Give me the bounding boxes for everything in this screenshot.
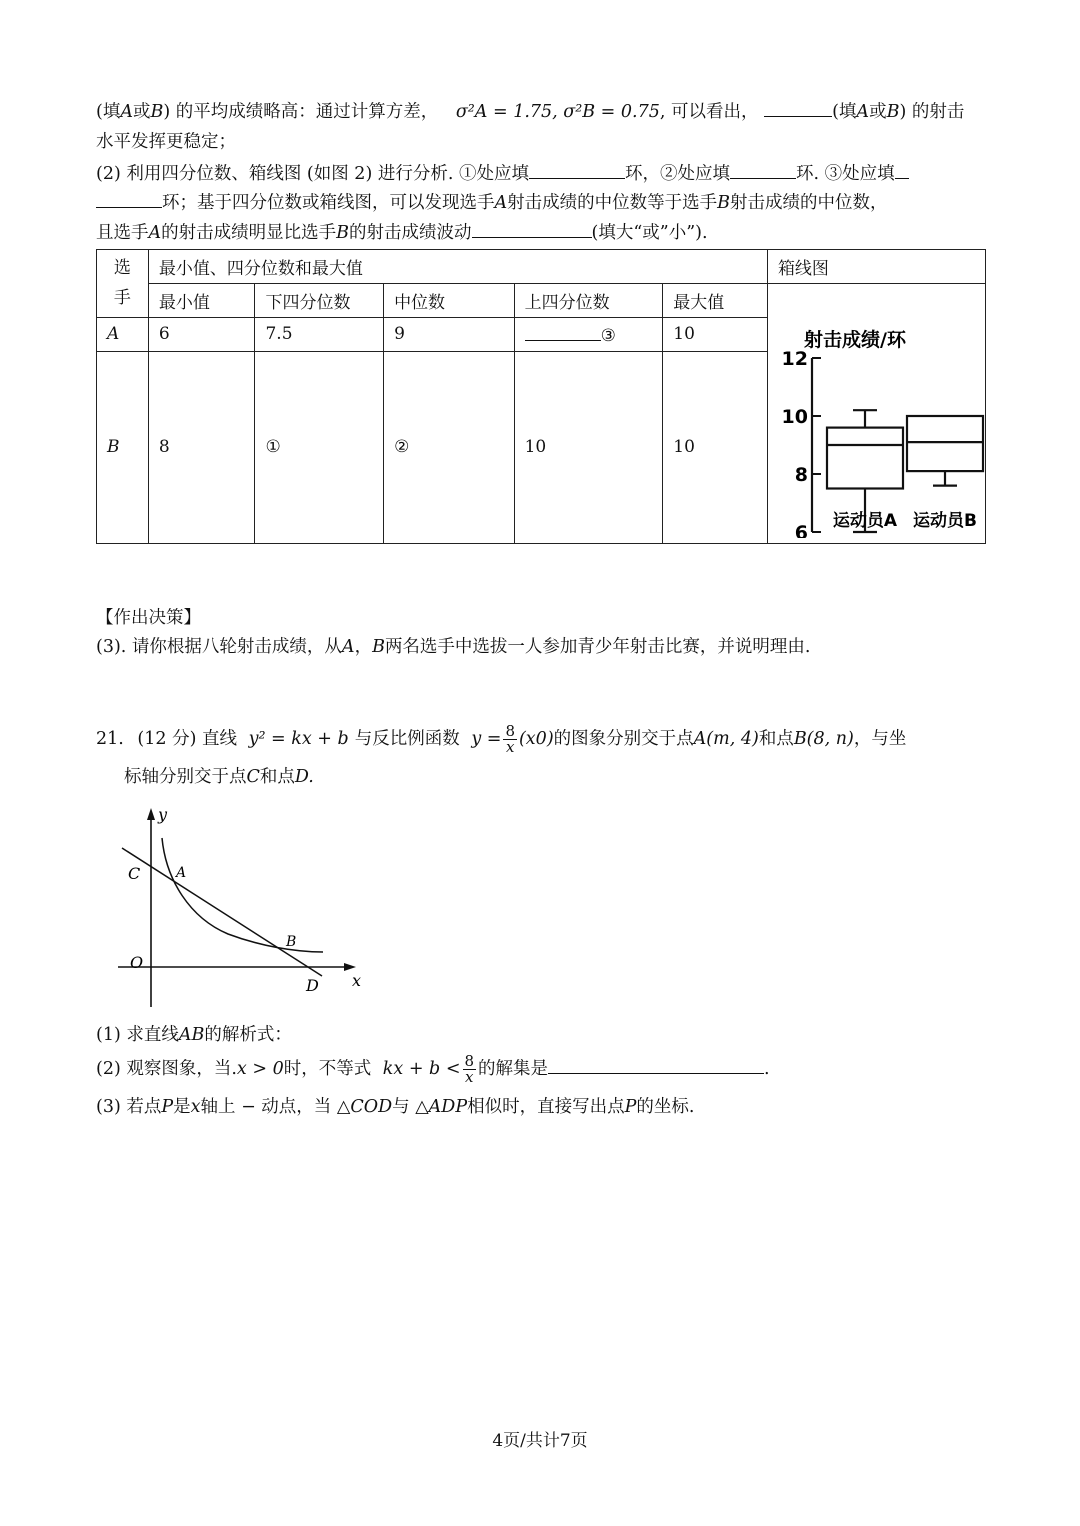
var-a: A [148,223,162,243]
answer-blank[interactable] [525,322,601,341]
row-a-q3 [514,317,663,351]
inequality: kx + b < [382,1059,461,1079]
text: (填大“或”小”). [591,223,708,243]
numerator: 8 [505,722,515,740]
row-b-q1: ① [255,351,384,543]
line-equation: y² = kx + b [248,729,349,749]
text: 选 [113,258,131,279]
text: 和点 [259,767,295,787]
row-a-name: A [97,317,149,351]
denominator: x [465,1068,474,1086]
text: 射击成绩的中位数， [730,193,888,213]
text: ，与坐 [853,729,907,749]
row-b-min: 8 [148,351,255,543]
text: (1) 求直线 [96,1025,179,1045]
text: 环，②处应填 [624,164,730,184]
answer-blank-3b[interactable] [96,189,162,208]
row-a-q1: 7.5 [255,317,384,351]
label-a: A [176,865,187,881]
text: ) 的平均成绩略高：通过计算方差， [163,102,439,122]
row-b-name: B [97,351,149,543]
chart-title: 射击成绩/环 [803,329,906,351]
fraction [503,724,517,755]
score: (12 分) [137,729,197,749]
var-b: B [150,102,164,122]
answer-blank[interactable] [548,1055,764,1074]
score-table [96,249,986,544]
point-b: B(8, n) [793,729,854,749]
row-b-max: 10 [663,351,768,543]
box-2 [907,416,983,471]
triangle-adp: △ADP [415,1097,468,1117]
q21-sub2 [96,1052,770,1086]
label-o: O [130,953,144,972]
text: 两名选手中选拔一人参加青少年射击比赛，并说明理由. [384,637,811,657]
hyperbola-curve [162,838,323,952]
text: 的射击成绩波动 [349,223,472,243]
text: ) 的射击 [899,102,965,122]
text: 标轴分别交于点 [124,767,247,787]
q2-line-3 [96,219,708,246]
var-b: B [717,193,731,213]
chart-y-tick-label: 8 [794,464,808,486]
q2-line-1 [96,160,909,187]
label-x: x [352,971,362,990]
header-stats: 最小值、四分位数和最大值 [148,250,767,284]
answer-blank-1[interactable] [529,160,625,179]
text: (2) 观察图象，当. [96,1059,237,1079]
decision-heading: 【作出决策】 [96,608,201,628]
condition: (x0) [518,729,554,749]
question-number: 21. [96,729,124,749]
text: 的图象分别交于点 [553,729,694,749]
text: 或 [132,102,151,122]
row-a-min: 6 [148,317,255,351]
text: ， [354,637,373,657]
q21-line-1 [96,722,906,756]
header-player [97,250,149,318]
text: y = [471,729,502,749]
text: 射击成绩的中位数等于选手 [507,193,718,213]
text: , 可以看出， [659,102,759,122]
series-label-2: 运动员B [912,511,977,531]
text: 且选手 [96,223,149,243]
var-b: B [336,223,350,243]
q21-sub1 [96,1022,292,1048]
text: 手 [113,288,131,309]
col-median: 中位数 [384,284,515,318]
box-1 [827,428,903,489]
text: 直线 [202,729,237,749]
text: 和点 [758,729,794,749]
col-max: 最大值 [663,284,768,318]
numerator: 8 [464,1052,475,1070]
label-b: B [286,934,297,950]
y-axis-arrow [147,808,155,820]
text: 的解析式： [204,1025,292,1045]
triangle-cod: △COD [336,1097,393,1117]
text: (填 [96,102,121,122]
row-a-median: 9 [384,317,515,351]
var-b: B [886,102,900,122]
text: 环；基于四分位数或箱线图，可以发现选手 [162,193,495,213]
text: (填 [832,102,857,122]
q21-line-2 [124,764,314,790]
var-a: A [341,637,355,657]
point-p: P [161,1097,174,1117]
point-a: A(m, 4) [693,729,759,749]
boxplot-chart [768,284,985,538]
var-b: B [372,637,385,657]
line-ab [122,848,322,976]
function-graph [110,800,370,1010]
condition: x > 0 [236,1059,284,1079]
answer-blank-2[interactable] [730,160,796,179]
series-label-1: 运动员A [832,511,898,531]
chart-y-tick-label: 12 [781,348,808,370]
text: (3) 若点 [96,1097,162,1117]
col-q1: 下四分位数 [255,284,384,318]
text: (2) 利用四分位数、箱线图 (如图 2) 进行分析. ①处应填 [96,164,529,184]
var-a: A [856,102,870,122]
label-c: C [128,864,141,883]
line-ab: AB [178,1025,205,1045]
text: (3). 请你根据八轮射击成绩，从 [96,637,342,657]
denominator: x [505,738,515,756]
text: 或 [869,102,887,122]
text: . [764,1059,770,1079]
row-b-median: ② [384,351,515,543]
point-d: D. [294,767,314,787]
page-footer: 4页/共计7页 [492,1431,588,1451]
text: 是 [173,1097,191,1117]
text: 的解集是 [478,1059,549,1079]
label-y: y [158,805,168,824]
var-a: A [494,193,508,213]
text: 环. ③处应填 [795,164,895,184]
col-min: 最小值 [148,284,255,318]
q21-sub3 [96,1094,694,1120]
row-b-q3: 10 [514,351,663,543]
q1-continuation-line-2: 水平发挥更稳定； [96,132,236,152]
row-a-max: 10 [663,317,768,351]
text: 与 [392,1097,410,1117]
label-d: D [306,976,319,995]
answer-blank-3a[interactable] [895,160,909,179]
text: ③ [600,326,616,347]
text: 时，不等式 [283,1059,372,1079]
answer-blank-4[interactable] [472,219,592,238]
point-c: C [246,767,260,787]
var-a: A [120,102,133,122]
text: 的射击成绩明显比选手 [161,223,337,243]
text: 与反比例函数 [354,729,460,749]
q2-line-2 [96,189,888,216]
text: 相似时，直接写出点 [467,1097,625,1117]
header-boxplot: 箱线图 [767,250,985,284]
boxplot-cell [767,284,985,544]
q1-continuation-line [96,98,964,125]
text: 的坐标. [636,1097,695,1117]
var-x: x [190,1097,201,1117]
variance-formula: σ²A = 1.75, σ²B = 0.75 [455,102,660,122]
chart-y-tick-label: 10 [781,406,808,428]
x-axis-arrow [344,963,356,971]
col-q3: 上四分位数 [514,284,663,318]
chart-y-tick-label: 6 [794,522,808,538]
answer-blank[interactable] [764,98,832,117]
point-p: P [624,1097,637,1117]
text: 轴上 − 动点，当 [200,1097,332,1117]
q3-line [96,634,811,660]
fraction [463,1054,477,1085]
